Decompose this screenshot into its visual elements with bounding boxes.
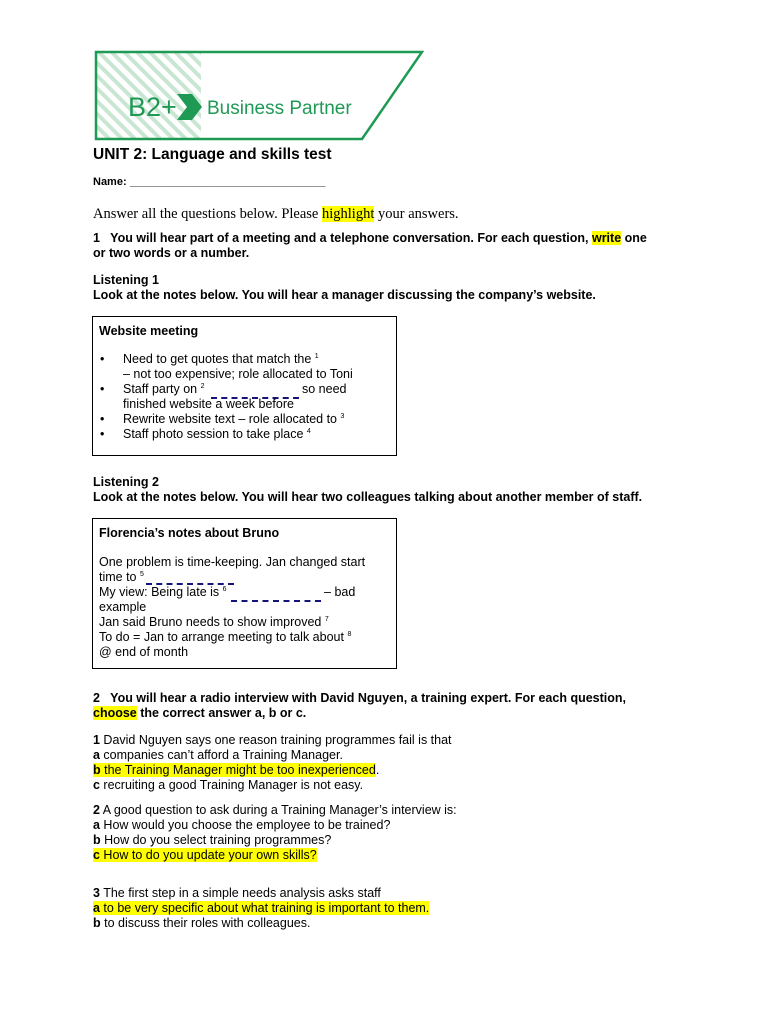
option-letter: a	[93, 901, 100, 915]
question-stem	[93, 803, 713, 818]
notes-line: One problem is time-keeping. Jan changed start	[99, 555, 366, 569]
option-letter: c	[93, 778, 100, 792]
page-title: UNIT 2: Language and skills test	[93, 146, 332, 163]
listening2-instruction: Look at the notes below. You will hear two colleagues talking about another member of staff.	[93, 490, 643, 504]
option-b[interactable]	[93, 833, 713, 848]
listening1-heading: Listening 1	[93, 273, 159, 287]
logo-graphic	[94, 50, 424, 142]
question-number: 2	[93, 803, 100, 817]
listening1-header	[93, 273, 713, 303]
mc-question-3	[93, 886, 713, 931]
q2-line1: You will hear a radio interview with David Nguyen, a training expert. For each question,	[110, 691, 627, 705]
gap-number: 4	[306, 427, 311, 435]
question-stem	[93, 733, 713, 748]
item2-text-2: so need	[298, 382, 347, 396]
item2-text-3: finished website a week before	[123, 397, 294, 411]
list-item	[93, 412, 393, 427]
website-meeting-list	[93, 352, 393, 442]
gap-number: 2	[200, 382, 205, 390]
q2-instruction	[93, 691, 713, 721]
gap-number: 6	[222, 585, 227, 593]
mc-question-2	[93, 803, 713, 863]
notes-text: My view: Being late is	[99, 585, 223, 599]
notes-line: example	[99, 600, 147, 614]
item4-text: Staff photo session to take place	[123, 427, 307, 441]
q1-line1-after: one	[621, 231, 647, 245]
option-letter: b	[93, 916, 101, 930]
listening1-instruction: Look at the notes below. You will hear a manager discussing the company’s website.	[93, 288, 596, 302]
question-text: The first step in a simple needs analysis asks staff	[99, 886, 381, 900]
q2-highlight: choose	[93, 706, 137, 720]
option-text: How would you choose the employee to be trained?	[99, 818, 391, 832]
option-text: to discuss their roles with colleagues.	[100, 916, 311, 930]
gap-number: 3	[340, 412, 345, 420]
option-a[interactable]	[93, 818, 713, 833]
q1-line1-before: You will hear part of a meeting and a telephone conversation. For each question,	[110, 231, 592, 245]
listening2-heading: Listening 2	[93, 475, 159, 489]
notes-line	[99, 585, 391, 600]
option-text: companies can’t afford a Training Manager.	[99, 748, 343, 762]
option-letter: a	[93, 748, 100, 762]
logo-brand-text: Business Partner	[207, 98, 352, 119]
option-text-end: .	[375, 763, 380, 777]
instructions-intro	[93, 206, 459, 223]
florencia-notes-title: Florencia’s notes about Bruno	[99, 526, 280, 540]
list-item	[93, 427, 393, 442]
item1-text-2: – not too expensive; role allocated to Toni	[123, 367, 353, 381]
option-text: the Training Manager might be too inexperienced	[100, 763, 376, 777]
item2-text: Staff party on	[123, 382, 201, 396]
notes-text: To do = Jan to arrange meeting to talk about	[99, 630, 348, 644]
intro-before: Answer all the questions below. Please	[93, 206, 322, 222]
notes-line	[99, 570, 391, 585]
option-a[interactable]	[93, 748, 713, 763]
option-letter: c	[93, 848, 100, 862]
option-c[interactable]	[93, 848, 713, 863]
notes-text: time to	[99, 570, 140, 584]
option-a[interactable]	[93, 901, 713, 916]
website-meeting-box	[92, 316, 397, 456]
name-label: Name:	[93, 176, 127, 188]
option-text: How to do you update your own skills?	[99, 848, 317, 862]
intro-after: your answers.	[374, 206, 459, 222]
option-letter: b	[93, 763, 101, 777]
option-b[interactable]	[93, 916, 713, 931]
q1-line2: or two words or a number.	[93, 246, 250, 260]
name-underline: ________________________________	[129, 176, 326, 188]
question-text: A good question to ask during a Training Manager’s interview is:	[99, 803, 457, 817]
listening2-header	[93, 475, 733, 505]
notes-line: @ end of month	[99, 645, 189, 659]
website-meeting-title: Website meeting	[99, 324, 199, 338]
question-number: 3	[93, 886, 100, 900]
name-field-line	[93, 176, 325, 188]
list-item	[93, 352, 393, 382]
option-c[interactable]	[93, 778, 713, 793]
notes-line	[99, 615, 391, 630]
intro-highlight: highlight	[322, 206, 375, 222]
question-number: 1	[93, 733, 100, 747]
q1-number: 1	[93, 231, 100, 245]
gap-number: 7	[324, 615, 329, 623]
question-text: David Nguyen says one reason training programmes fail is that	[99, 733, 452, 747]
item1-text: Need to get quotes that match the	[123, 352, 315, 366]
gap-number: 5	[140, 570, 144, 578]
question-stem	[93, 886, 713, 901]
q2-line2-after: the correct answer a, b or c.	[136, 706, 307, 720]
q1-highlight: write	[591, 231, 622, 245]
option-text: recruiting a good Training Manager is not easy.	[99, 778, 364, 792]
notes-text: Jan said Bruno needs to show improved	[99, 615, 325, 629]
q2-number: 2	[93, 691, 100, 705]
florencia-notes-body	[99, 555, 391, 660]
list-item	[93, 382, 393, 412]
business-partner-logo	[94, 50, 424, 142]
florencia-notes-box	[92, 518, 397, 669]
q1-instruction	[93, 231, 713, 261]
option-letter: a	[93, 818, 100, 832]
notes-text: – bad	[320, 585, 356, 599]
option-text: How do you select training programmes?	[100, 833, 332, 847]
option-b[interactable]	[93, 763, 713, 778]
option-text: to be very specific about what training is important to them.	[99, 901, 430, 915]
item3-text: Rewrite website text – role allocated to	[123, 412, 341, 426]
mc-question-1	[93, 733, 713, 793]
option-letter: b	[93, 833, 101, 847]
gap-number: 8	[347, 630, 352, 638]
notes-line	[99, 630, 391, 645]
gap-number: 1	[314, 352, 319, 360]
logo-b2-text: B2+	[128, 92, 177, 122]
answer-gap[interactable]	[231, 600, 321, 602]
